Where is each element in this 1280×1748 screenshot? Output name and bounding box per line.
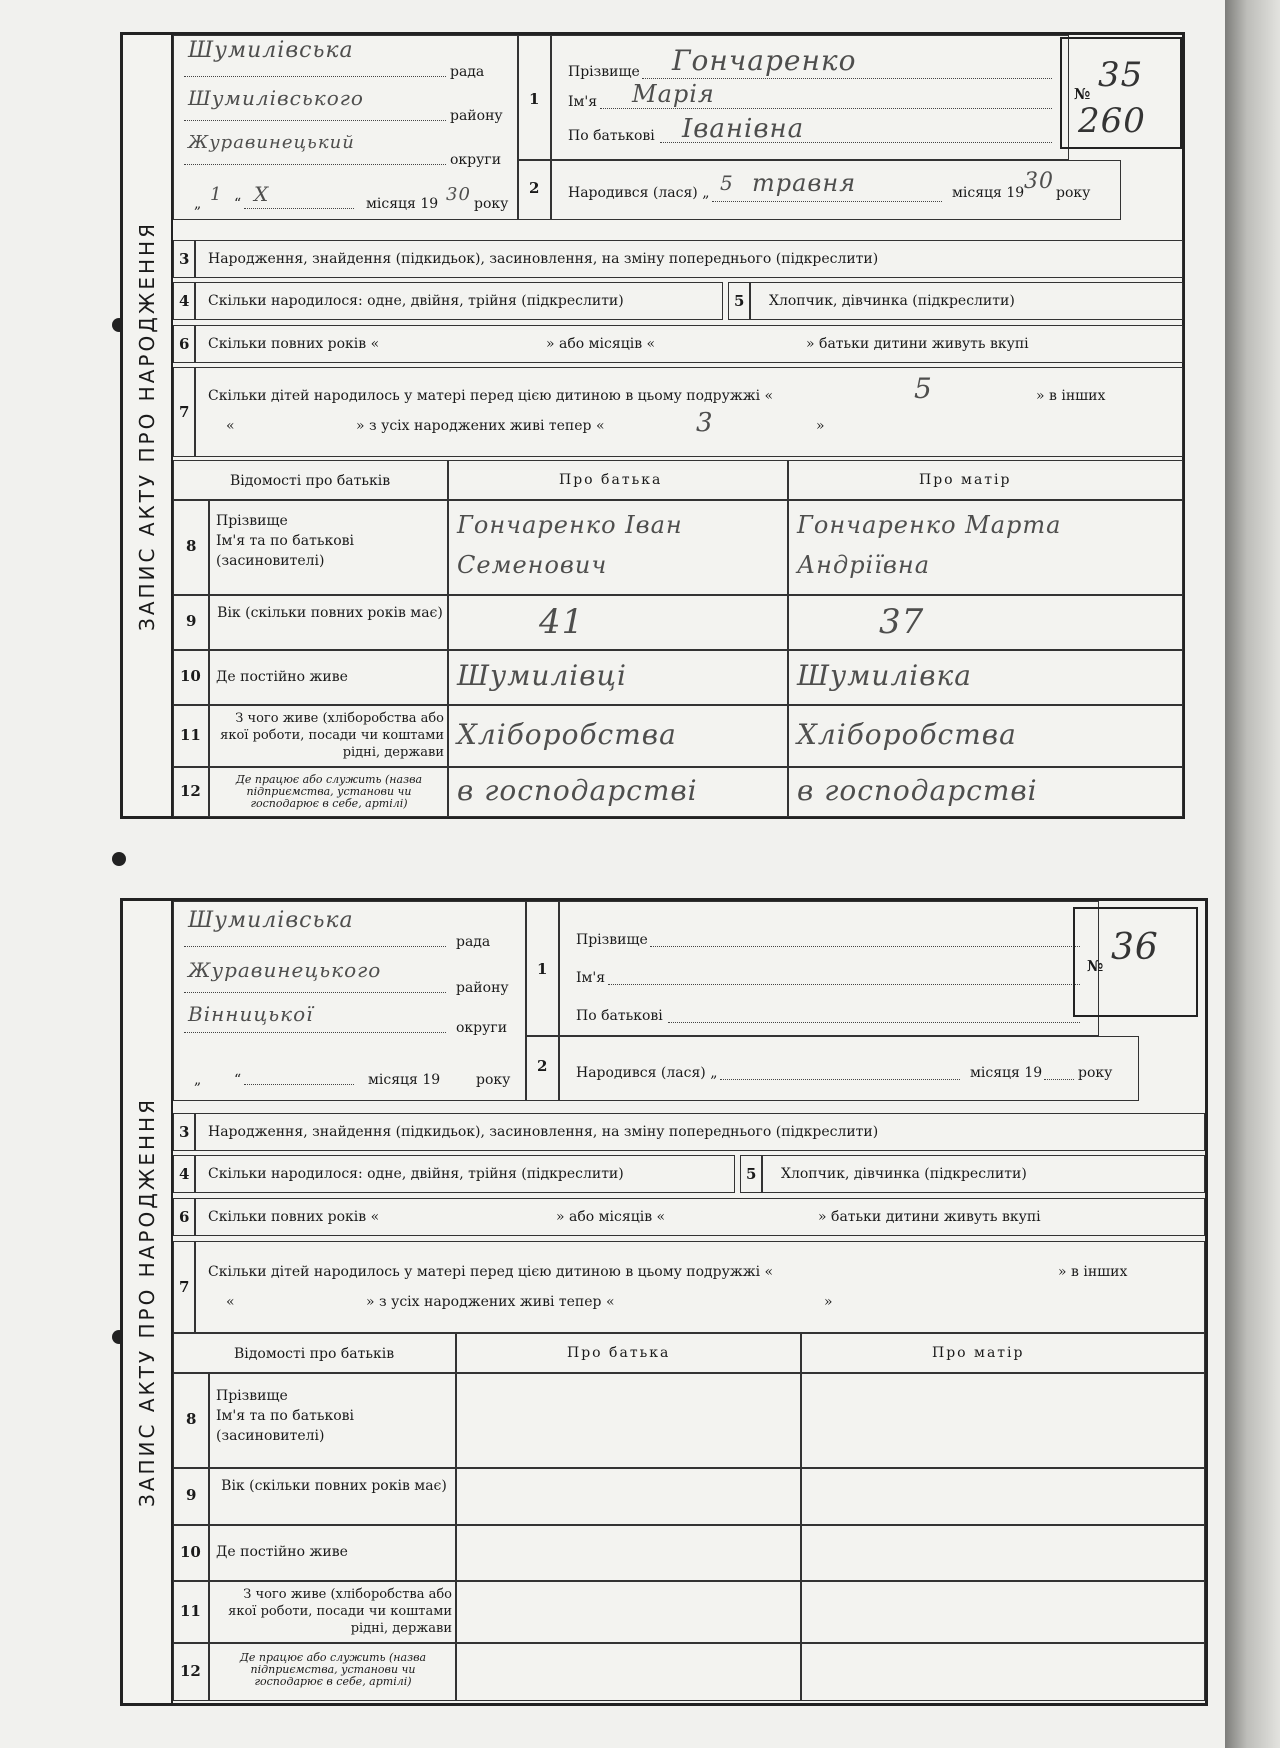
father-age: [456, 1468, 801, 1525]
mother-occupation: [801, 1581, 1205, 1643]
row-9-label: Вік (скільки повних років має): [209, 595, 448, 650]
row-number-2: 2: [526, 1036, 559, 1101]
mother-header: Про матір: [788, 460, 1183, 500]
parents-header: Відомості про батьків: [173, 1333, 456, 1373]
father-workplace: [456, 1643, 801, 1701]
row-5: Хлопчик, дівчинка (підкреслити): [750, 282, 1183, 320]
father-header: Про батька: [448, 460, 788, 500]
mother-header: Про матір: [801, 1333, 1205, 1373]
row-3: Народження, знайдення (підкидьок), засиновлення, на зміну попереднього (підкреслити): [195, 1113, 1205, 1151]
row-5: Хлопчик, дівчинка (підкреслити): [762, 1155, 1205, 1193]
row-12-label: Де працює або служить (назва підприємства, установи чи господарює в себе, артілі): [209, 1643, 456, 1701]
birth-record-1: ЗАПИС АКТУ ПРО НАРОДЖЕННЯ Шумилівська рада Шумилівського району Журавинецький округи „ 1 “ X місяця 19 30 року 1 Прізвище Гончаренко Ім'я Марія По батькові Іванівна № 35 260 2 Народився (лася) „ 5 травня місяця 19 30 року 3 Народження, знайдення (підкидьок), засиновлення, на зміну попереднього (підкреслити) 4 Скільки народилося: одне, двійня, трійня (підкреслити) 5 Хлопчик, дівчинка (підкреслити) 6 Скільки повних років « » або місяців « » батьки дитини живуть вкупі 7 Скільки дітей народилось у матері перед цією дитиною в цьому подружжі « 5 » в інших « » з усіх народжених живі тепер « 3 » Відомості про батьків Про батька Про матір 8 Прізвище Ім'я та по батькові (засиновителі) Гончаренко Іван Семенович Гончаренко Марта Андріївна 9 Вік (скільки повних років має) 41 37 10 Де постійно живе Шумилівці Шумилівка 11 З чого живе (хліборобства або якої роботи, посади чи коштами рідні, держави Хліборобства Хліборобства 12 Де працює або служить (назва підприємства, установи чи господарює в себе, артілі) в господарстві в господарстві: [120, 32, 1185, 819]
father-name: [456, 1373, 801, 1468]
mother-residence: [801, 1525, 1205, 1581]
row-10-label: Де постійно живе: [209, 1525, 456, 1581]
row-7: Скільки дітей народилось у матері перед цією дитиною в цьому подружжі « » в інших « » з усіх народжених живі тепер « »: [195, 1241, 1205, 1333]
child-name-block: Прізвище Гончаренко Ім'я Марія По батькові Іванівна: [551, 35, 1069, 160]
record-number-box: № 36: [1073, 907, 1198, 1017]
row-6: Скільки повних років « » або місяців « » батьки дитини живуть вкупі: [195, 1198, 1205, 1236]
punch-hole: [112, 852, 126, 866]
row-3: Народження, знайдення (підкидьок), засиновлення, на зміну попереднього (підкреслити): [195, 240, 1183, 278]
parents-header: Відомості про батьків: [173, 460, 448, 500]
mother-workplace: в господарстві: [788, 767, 1183, 817]
record-title-vertical: ЗАПИС АКТУ ПРО НАРОДЖЕННЯ: [123, 35, 173, 816]
row-4: Скільки народилося: одне, двійня, трійня (підкреслити): [195, 282, 723, 320]
mother-workplace: [801, 1643, 1205, 1701]
father-occupation: [456, 1581, 801, 1643]
record-number-box: № 35 260: [1060, 37, 1182, 149]
record-title-vertical: ЗАПИС АКТУ ПРО НАРОДЖЕННЯ: [123, 901, 173, 1703]
row-4: Скільки народилося: одне, двійня, трійня (підкреслити): [195, 1155, 735, 1193]
registry-office-block: Шумилівська рада Журавинецького району Вінницької округи „ “ місяця 19 року: [173, 901, 526, 1101]
row-8-label: Прізвище Ім'я та по батькові (засиновителі): [209, 500, 448, 595]
mother-age: 37: [788, 595, 1183, 650]
row-number-2: 2: [518, 160, 551, 220]
mother-name: Гончаренко Марта Андріївна: [788, 500, 1183, 595]
row-11-label: З чого живе (хліборобства або якої роботи, посади чи коштами рідні, держави: [209, 705, 448, 767]
registry-office-block: Шумилівська рада Шумилівського району Журавинецький округи „ 1 “ X місяця 19 30 року: [173, 35, 518, 220]
birth-date-block: Народився (лася) „ 5 травня місяця 19 30 року: [551, 160, 1121, 220]
row-7: Скільки дітей народилось у матері перед цією дитиною в цьому подружжі « 5 » в інших « » з усіх народжених живі тепер « 3 »: [195, 367, 1183, 457]
page-edge: [1225, 0, 1280, 1748]
mother-age: [801, 1468, 1205, 1525]
father-occupation: Хліборобства: [448, 705, 788, 767]
birth-record-2: ЗАПИС АКТУ ПРО НАРОДЖЕННЯ Шумилівська рада Журавинецького району Вінницької округи „ “ місяця 19 року 1 Прізвище Ім'я По батькові № 36 2 Народився (лася) „ місяця 19 року 3 Народження, знайдення (підкидьок), засиновлення, на зміну попереднього (підкреслити) 4 Скільки народилося: одне, двійня, трійня (підкреслити) 5 Хлопчик, дівчинка (підкреслити) 6 Скільки повних років « » або місяців « » батьки дитини живуть вкупі 7 Скільки дітей народилось у матері перед цією дитиною в цьому подружжі « » в інших « » з усіх народжених живі тепер « » Відомості про батьків Про батька Про матір 8 Прізвище Ім'я та по батькові (засиновителі) 9 Вік (скільки повних років має) 10 Де постійно живе 11 З чого живе (хліборобства або якої роботи, посади чи коштами рідні, держави 12 Де працює або служить (назва підприємства, установи чи господарює в себе, артілі): [120, 898, 1208, 1706]
row-10-label: Де постійно живе: [209, 650, 448, 705]
row-6: Скільки повних років « » або місяців « » батьки дитини живуть вкупі: [195, 325, 1183, 363]
row-number-1: 1: [526, 901, 559, 1036]
father-header: Про батька: [456, 1333, 801, 1373]
row-12-label: Де працює або служить (назва підприємства, установи чи господарює в себе, артілі): [209, 767, 448, 817]
row-number-1: 1: [518, 35, 551, 160]
father-residence: [456, 1525, 801, 1581]
mother-residence: Шумилівка: [788, 650, 1183, 705]
mother-occupation: Хліборобства: [788, 705, 1183, 767]
child-name-block: Прізвище Ім'я По батькові: [559, 901, 1099, 1036]
father-residence: Шумилівці: [448, 650, 788, 705]
father-workplace: в господарстві: [448, 767, 788, 817]
father-age: 41: [448, 595, 788, 650]
father-name: Гончаренко Іван Семенович: [448, 500, 788, 595]
row-8-label: Прізвище Ім'я та по батькові (засиновителі): [209, 1373, 456, 1468]
mother-name: [801, 1373, 1205, 1468]
row-9-label: Вік (скільки повних років має): [209, 1468, 456, 1525]
birth-date-block: Народився (лася) „ місяця 19 року: [559, 1036, 1139, 1101]
row-11-label: З чого живе (хліборобства або якої роботи, посади чи коштами рідні, держави: [209, 1581, 456, 1643]
